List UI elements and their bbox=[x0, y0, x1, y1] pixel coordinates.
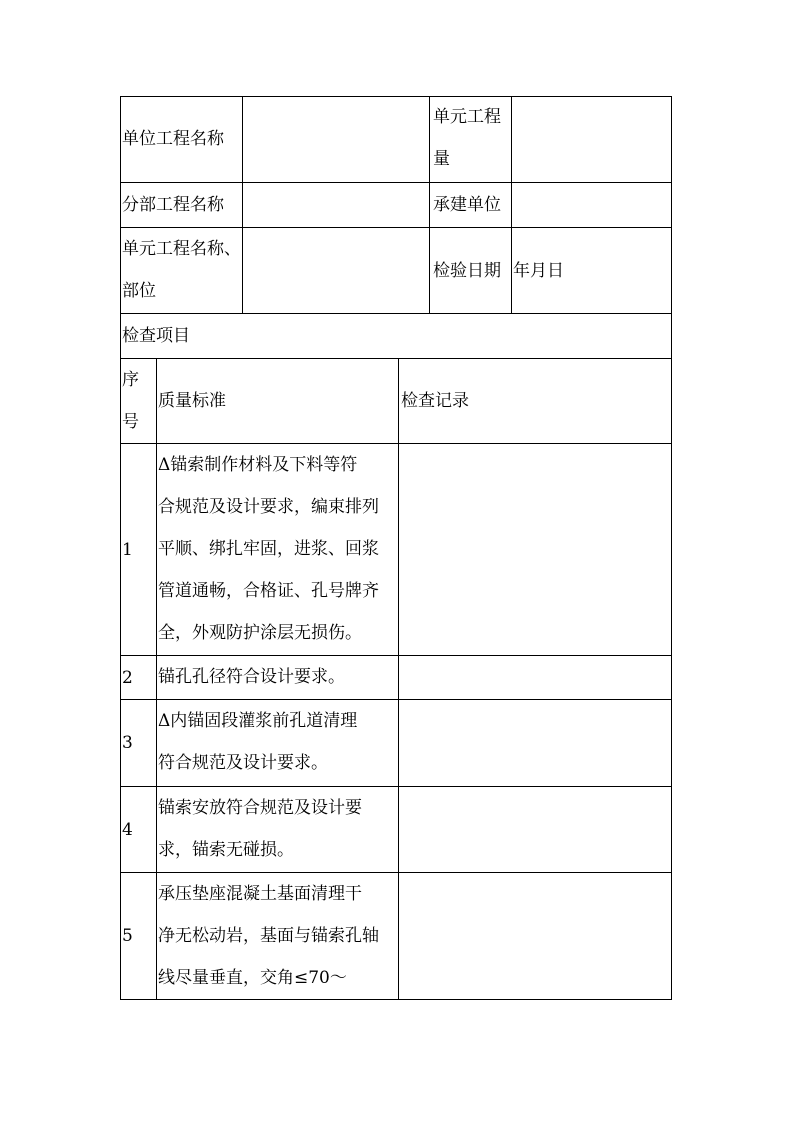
inspection-form-table bbox=[120, 96, 672, 1000]
item-no: 3 bbox=[122, 733, 133, 753]
item-standard bbox=[158, 787, 398, 871]
rule-bottom bbox=[120, 999, 672, 1000]
element-name-field[interactable] bbox=[244, 228, 428, 313]
item-standard-line: 合规范及设计要求，编束排列 bbox=[158, 497, 379, 517]
item-record-field[interactable] bbox=[400, 787, 670, 872]
standard-header: 质量标准 bbox=[158, 391, 226, 411]
element-qty-field[interactable] bbox=[513, 96, 670, 182]
item-standard bbox=[158, 656, 398, 698]
item-record-field[interactable] bbox=[400, 444, 670, 655]
item-standard-line: 管道通畅，合格证、孔号牌齐 bbox=[158, 581, 379, 601]
inspect-date-label: 检验日期 bbox=[433, 260, 501, 281]
element-qty-label-line1: 单元工程 bbox=[433, 107, 501, 127]
record-header: 检查记录 bbox=[401, 391, 469, 411]
item-standard-line: 线尽量垂直，交角≤70～ bbox=[158, 968, 347, 988]
item-no: 4 bbox=[122, 819, 133, 840]
item-standard-line: 全，外观防护涂层无损伤。 bbox=[158, 623, 362, 643]
inspect-date-field[interactable]: 年月日 bbox=[513, 260, 564, 281]
item-standard-line: 平顺、绑扎牢固，进浆、回浆 bbox=[158, 539, 379, 559]
element-name-label bbox=[122, 228, 252, 312]
unit-project-label: 单位工程名称 bbox=[122, 129, 224, 149]
item-standard-line: Δ锚索制作材料及下料等符 bbox=[158, 455, 358, 475]
item-no: 1 bbox=[122, 539, 133, 560]
item-no: 2 bbox=[122, 667, 133, 688]
seq-header-line1: 序 bbox=[122, 370, 139, 390]
division-label: 分部工程名称 bbox=[122, 195, 224, 215]
contractor-field[interactable] bbox=[513, 183, 670, 227]
division-field[interactable] bbox=[244, 183, 428, 227]
item-no: 5 bbox=[122, 926, 133, 946]
element-qty-label bbox=[433, 96, 511, 180]
seq-header bbox=[122, 359, 154, 443]
seq-header-line2: 号 bbox=[122, 412, 139, 432]
rule-header-mid bbox=[429, 96, 430, 314]
rule-row3 bbox=[120, 313, 672, 314]
item-standard-line: 承压垫座混凝土基面清理干 bbox=[158, 884, 362, 904]
rule-left bbox=[120, 96, 121, 1000]
element-name-label-line1: 单元工程名称、 bbox=[122, 239, 241, 259]
item-standard bbox=[158, 700, 398, 784]
rule-right bbox=[671, 96, 672, 1000]
element-qty-label-line2: 量 bbox=[433, 149, 450, 169]
item-record-field[interactable] bbox=[400, 700, 670, 786]
rule-header-value bbox=[511, 96, 512, 314]
item-standard-line: Δ内锚固段灌浆前孔道清理 bbox=[158, 711, 358, 731]
item-standard bbox=[158, 444, 398, 654]
item-standard-line: 净无松动岩，基面与锚索孔轴 bbox=[158, 926, 379, 946]
item-record-field[interactable] bbox=[400, 873, 670, 999]
item-standard-line: 求，锚索无碰损。 bbox=[158, 840, 294, 860]
contractor-label: 承建单位 bbox=[433, 195, 501, 215]
section-title: 检查项目 bbox=[122, 326, 190, 346]
rule-standard bbox=[398, 358, 399, 1000]
unit-project-field[interactable] bbox=[244, 96, 428, 182]
item-standard-line: 锚孔孔径符合设计要求。 bbox=[158, 667, 345, 687]
item-standard-line: 锚索安放符合规范及设计要 bbox=[158, 798, 362, 818]
item-record-field[interactable] bbox=[400, 656, 670, 699]
rule-seq bbox=[156, 358, 157, 1000]
item-standard bbox=[158, 873, 398, 999]
element-name-label-line2: 部位 bbox=[122, 281, 156, 301]
item-standard-line: 符合规范及设计要求。 bbox=[158, 753, 328, 773]
